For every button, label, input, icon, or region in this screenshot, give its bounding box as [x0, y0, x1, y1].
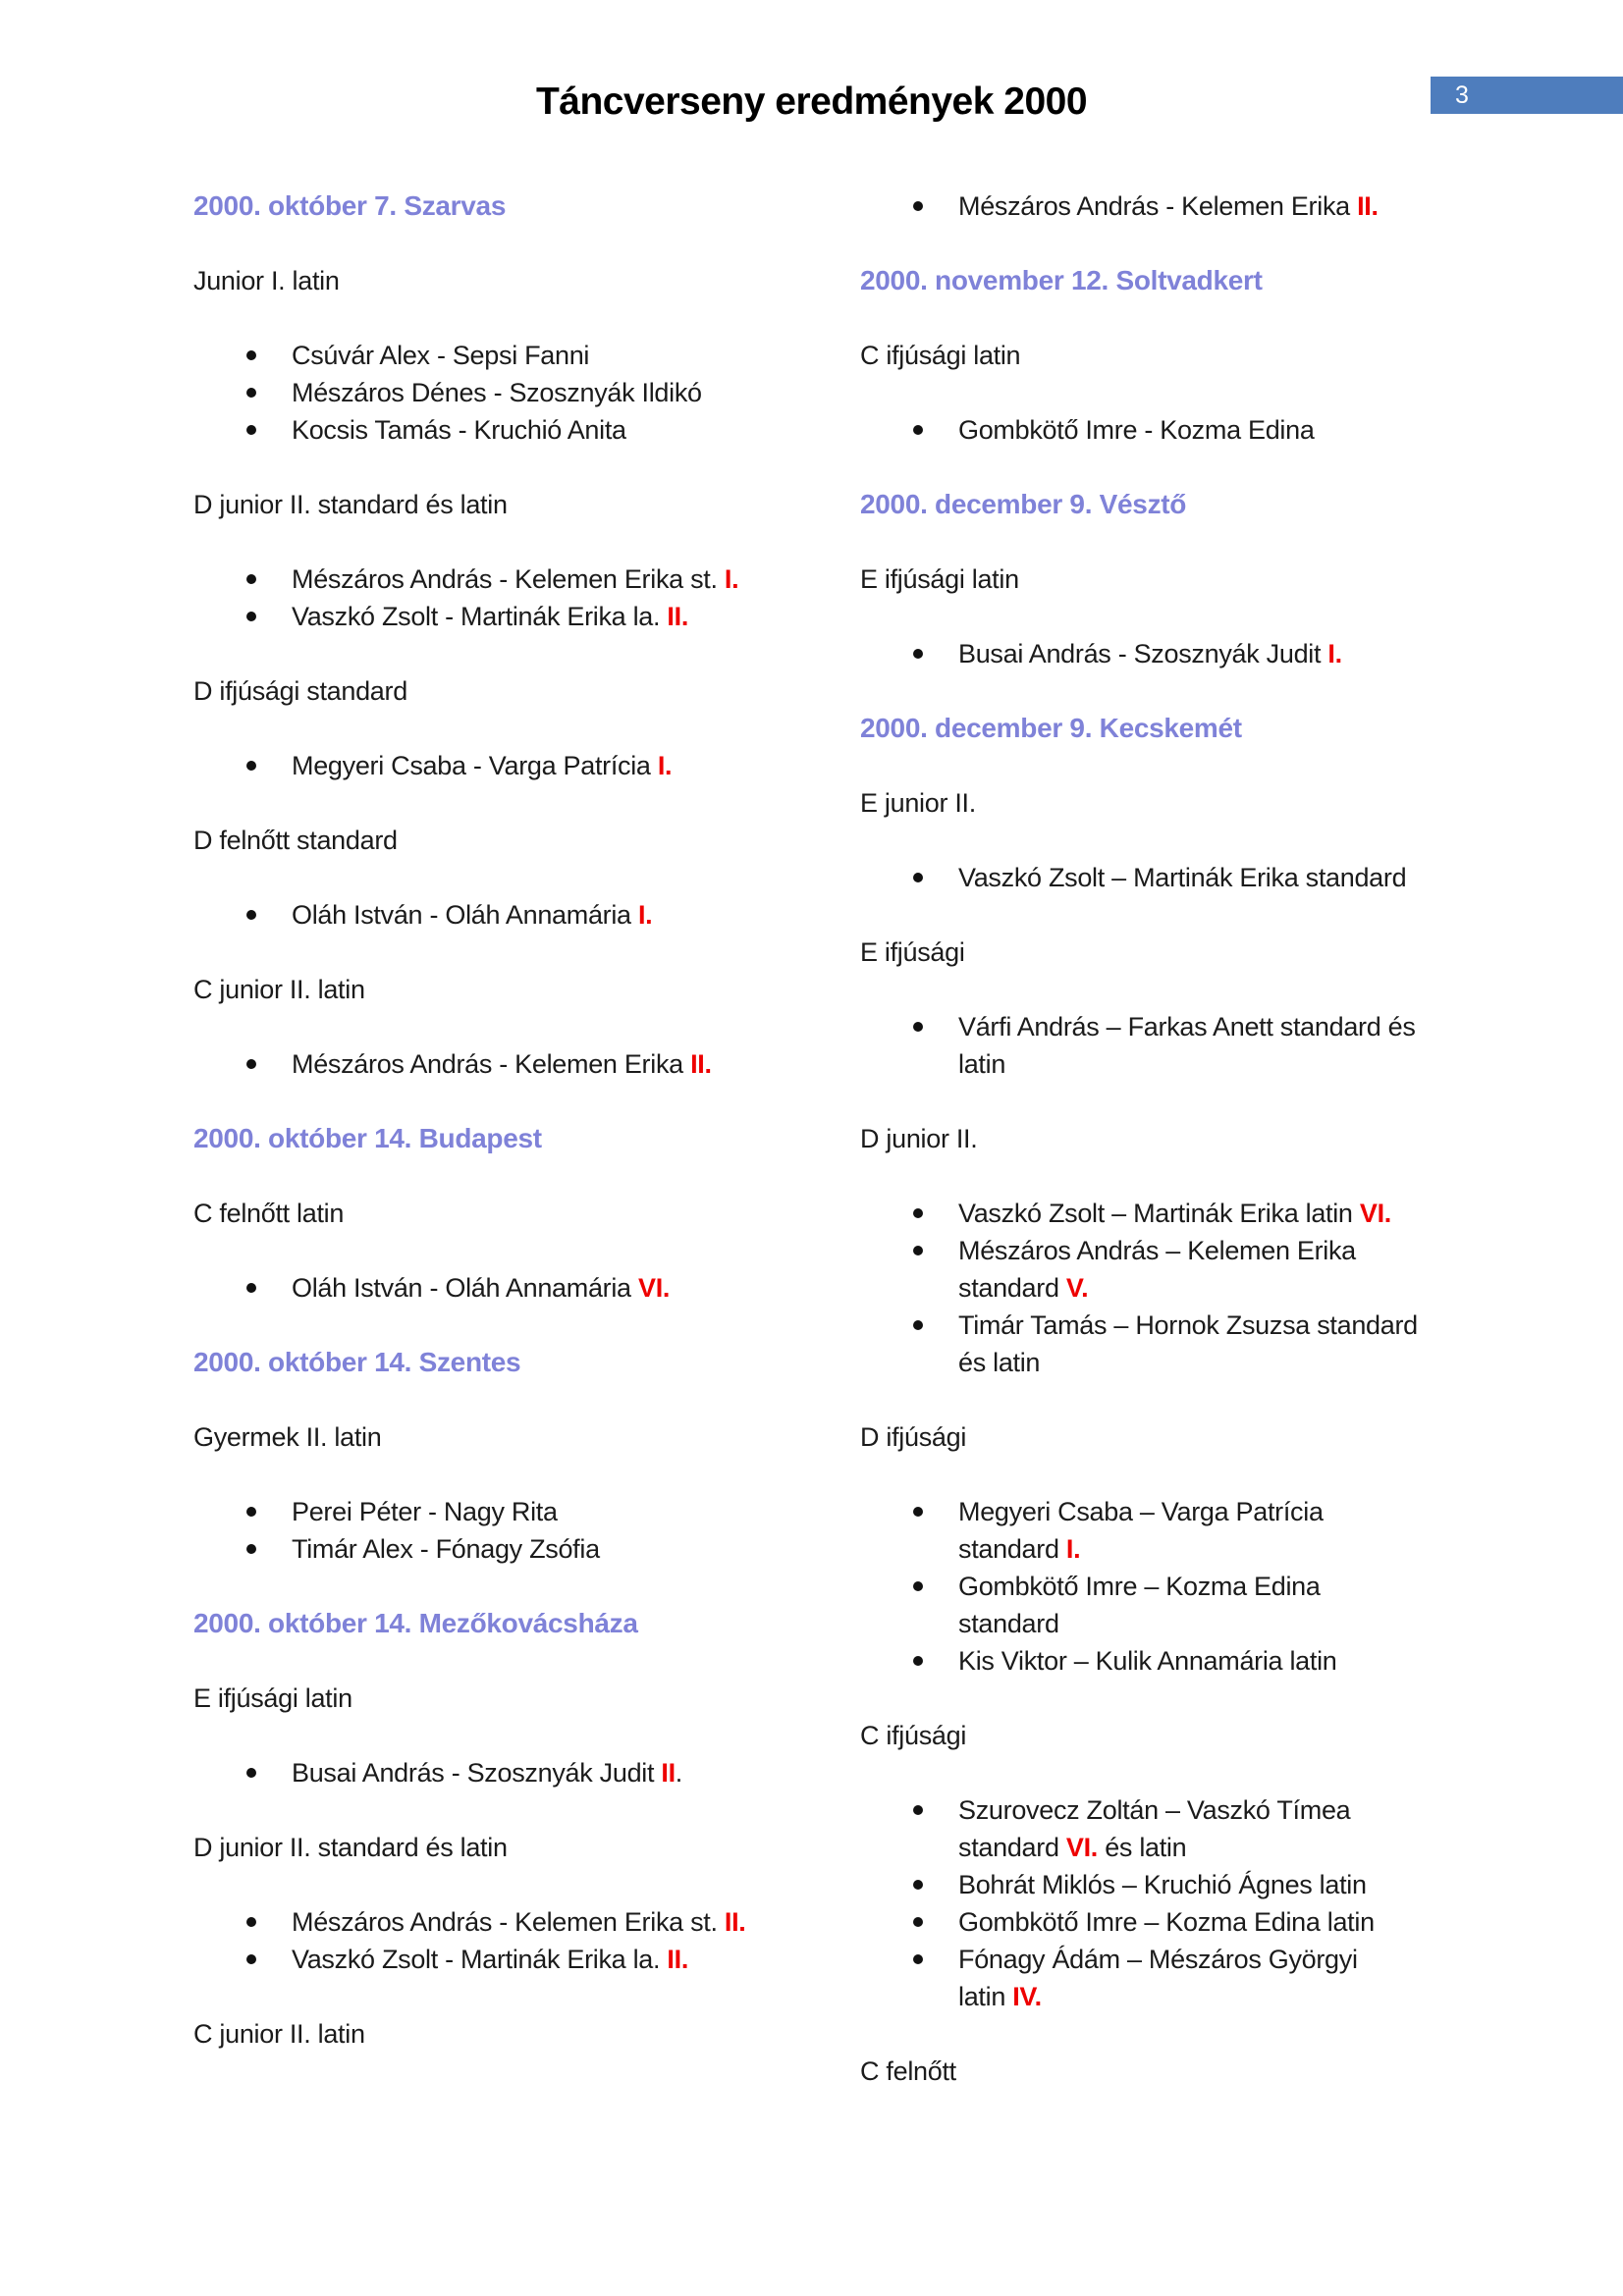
- result-rank: V.: [1065, 1273, 1089, 1303]
- results-list: [860, 187, 1461, 225]
- category-label: E ifjúsági latin: [860, 564, 1019, 594]
- result-item: [193, 374, 767, 411]
- results-list: [860, 1195, 1461, 1381]
- result-item: [193, 337, 767, 374]
- results-list: [860, 411, 1461, 449]
- category-label: Junior I. latin: [193, 266, 340, 295]
- results-list: [860, 1008, 1461, 1083]
- result-item: [193, 896, 767, 934]
- category-label: C junior II. latin: [193, 2019, 365, 2049]
- event-date-heading: 2000. december 9. Vésztő: [860, 489, 1187, 519]
- couple-names: Fónagy Ádám – Mészáros Györgyi: [958, 1945, 1358, 1974]
- result-rank: II.: [724, 1907, 746, 1937]
- couple-names: Gombkötő Imre – Kozma Edina: [958, 1572, 1321, 1601]
- results-list: [193, 561, 767, 635]
- results-list: [193, 337, 767, 449]
- category-label: C felnőtt: [860, 2056, 956, 2086]
- result-item: [860, 411, 1461, 449]
- result-item: [193, 747, 767, 784]
- category-label: E junior II.: [860, 788, 976, 818]
- result-rank: VI.: [1359, 1199, 1391, 1228]
- couple-names: Várfi András – Farkas Anett standard és: [958, 1012, 1416, 1041]
- couple-names: Timár Alex - Fónagy Zsófia: [292, 1534, 600, 1564]
- result-rank: II: [661, 1758, 676, 1788]
- event-date-heading: 2000. december 9. Kecskemét: [860, 713, 1242, 743]
- result-item: [860, 1568, 1461, 1642]
- result-item: [860, 1941, 1461, 2015]
- couple-names: standard: [958, 1833, 1066, 1862]
- couple-names: Bohrát Miklós – Kruchió Ágnes latin: [958, 1870, 1367, 1899]
- category-label: D junior II. standard és latin: [193, 1833, 508, 1862]
- couple-names: Mészáros András - Kelemen Erika st.: [292, 1907, 725, 1937]
- category-label: Gyermek II. latin: [193, 1422, 382, 1452]
- results-list: [860, 859, 1461, 896]
- couple-names: Mészáros András – Kelemen Erika: [958, 1236, 1356, 1265]
- couple-names: Vaszkó Zsolt – Martinák Erika latin: [958, 1199, 1360, 1228]
- event-date-heading: 2000. október 7. Szarvas: [193, 190, 507, 221]
- result-item: [860, 1493, 1461, 1568]
- two-column-layout: [193, 187, 1461, 2127]
- category-label: C ifjúsági: [860, 1721, 967, 1750]
- result-rank: II.: [1357, 191, 1379, 221]
- result-rank: VI.: [637, 1273, 671, 1303]
- category-label: C junior II. latin: [193, 975, 365, 1004]
- couple-names: latin: [958, 1982, 1013, 2011]
- couple-names: Oláh István - Oláh Annamária: [292, 1273, 638, 1303]
- couple-names: Csúvár Alex - Sepsi Fanni: [292, 341, 590, 370]
- page-number: 3: [1455, 80, 1469, 109]
- result-rank: II.: [690, 1049, 712, 1079]
- results-list: [193, 1045, 767, 1083]
- result-item: [860, 1008, 1461, 1083]
- couple-names: Mészáros András - Kelemen Erika: [958, 191, 1358, 221]
- category-label: D ifjúsági: [860, 1422, 967, 1452]
- event-date-heading: 2000. október 14. Szentes: [193, 1347, 521, 1377]
- result-rank: II.: [667, 1945, 689, 1974]
- result-rank: II.: [667, 602, 689, 631]
- result-item: [193, 1903, 767, 1941]
- result-rank: I.: [1327, 639, 1342, 668]
- couple-names: Szurovecz Zoltán – Vaszkó Tímea: [958, 1795, 1351, 1825]
- result-item: [193, 411, 767, 449]
- results-list: [193, 1903, 767, 1978]
- results-list: [193, 1754, 767, 1791]
- result-rank: I.: [637, 900, 653, 930]
- result-item: [193, 561, 767, 598]
- page-title: Táncverseny eredmények 2000: [535, 80, 1088, 123]
- result-rank: I.: [724, 564, 739, 594]
- result-rank: I.: [657, 751, 673, 780]
- couple-names: Gombkötő Imre - Kozma Edina: [958, 415, 1315, 445]
- page-number-badge: [1431, 77, 1623, 114]
- result-item: [860, 1866, 1461, 1903]
- category-label: D junior II. standard és latin: [193, 490, 508, 519]
- results-list: [193, 747, 767, 784]
- results-list: [860, 1791, 1461, 2015]
- result-item: [193, 1530, 767, 1568]
- result-rank: IV.: [1012, 1982, 1042, 2011]
- couple-names: Vaszkó Zsolt - Martinák Erika la.: [292, 602, 668, 631]
- result-item: [860, 1307, 1461, 1381]
- couple-names: Megyeri Csaba – Varga Patrícia: [958, 1497, 1324, 1526]
- couple-names: és latin: [958, 1348, 1041, 1377]
- event-date-heading: 2000. október 14. Budapest: [193, 1123, 542, 1153]
- couple-names: Vaszkó Zsolt - Martinák Erika la.: [292, 1945, 668, 1974]
- couple-names: Mészáros Dénes - Szosznyák Ildikó: [292, 378, 702, 407]
- couple-names: .: [675, 1758, 682, 1788]
- category-label: D ifjúsági standard: [193, 676, 407, 706]
- category-label: E ifjúsági: [860, 937, 965, 967]
- couple-names: Timár Tamás – Hornok Zsuzsa standard: [958, 1310, 1418, 1340]
- result-item: [193, 1754, 767, 1791]
- result-item: [860, 1642, 1461, 1680]
- couple-names: standard: [958, 1273, 1066, 1303]
- left-column: [193, 187, 767, 2127]
- couple-names: standard: [958, 1609, 1059, 1638]
- result-item: [193, 1045, 767, 1083]
- results-list: [860, 635, 1461, 672]
- couple-names: Perei Péter - Nagy Rita: [292, 1497, 558, 1526]
- result-item: [860, 635, 1461, 672]
- result-item: [193, 1269, 767, 1307]
- result-item: [193, 598, 767, 635]
- couple-names: latin: [958, 1049, 1006, 1079]
- event-date-heading: 2000. november 12. Soltvadkert: [860, 265, 1263, 295]
- category-label: D felnőtt standard: [193, 826, 398, 855]
- event-date-heading: 2000. október 14. Mezőkovácsháza: [193, 1608, 638, 1638]
- results-list: [193, 1269, 767, 1307]
- couple-names: és latin: [1098, 1833, 1187, 1862]
- couple-names: Busai András - Szosznyák Judit: [958, 639, 1328, 668]
- result-item: [860, 859, 1461, 896]
- couple-names: standard: [958, 1534, 1066, 1564]
- result-item: [193, 1941, 767, 1978]
- couple-names: Kis Viktor – Kulik Annamária latin: [958, 1646, 1337, 1676]
- couple-names: Mészáros András - Kelemen Erika: [292, 1049, 691, 1079]
- category-label: E ifjúsági latin: [193, 1683, 352, 1713]
- couple-names: Mészáros András - Kelemen Erika st.: [292, 564, 725, 594]
- category-label: C ifjúsági latin: [860, 341, 1021, 370]
- couple-names: Oláh István - Oláh Annamária: [292, 900, 638, 930]
- result-item: [860, 1791, 1461, 1866]
- result-rank: VI.: [1065, 1833, 1098, 1862]
- result-item: [860, 187, 1461, 225]
- results-list: [860, 1493, 1461, 1680]
- couple-names: Busai András - Szosznyák Judit: [292, 1758, 662, 1788]
- couple-names: Gombkötő Imre – Kozma Edina latin: [958, 1907, 1375, 1937]
- category-label: D junior II.: [860, 1124, 978, 1153]
- result-item: [860, 1232, 1461, 1307]
- result-item: [860, 1195, 1461, 1232]
- couple-names: Kocsis Tamás - Kruchió Anita: [292, 415, 626, 445]
- result-rank: I.: [1065, 1534, 1081, 1564]
- couple-names: Vaszkó Zsolt – Martinák Erika standard: [958, 863, 1407, 892]
- result-item: [860, 1903, 1461, 1941]
- result-item: [193, 1493, 767, 1530]
- right-column: [860, 187, 1461, 2127]
- results-list: [193, 1493, 767, 1568]
- results-list: [193, 896, 767, 934]
- category-label: C felnőtt latin: [193, 1199, 345, 1228]
- couple-names: Megyeri Csaba - Varga Patrícia: [292, 751, 658, 780]
